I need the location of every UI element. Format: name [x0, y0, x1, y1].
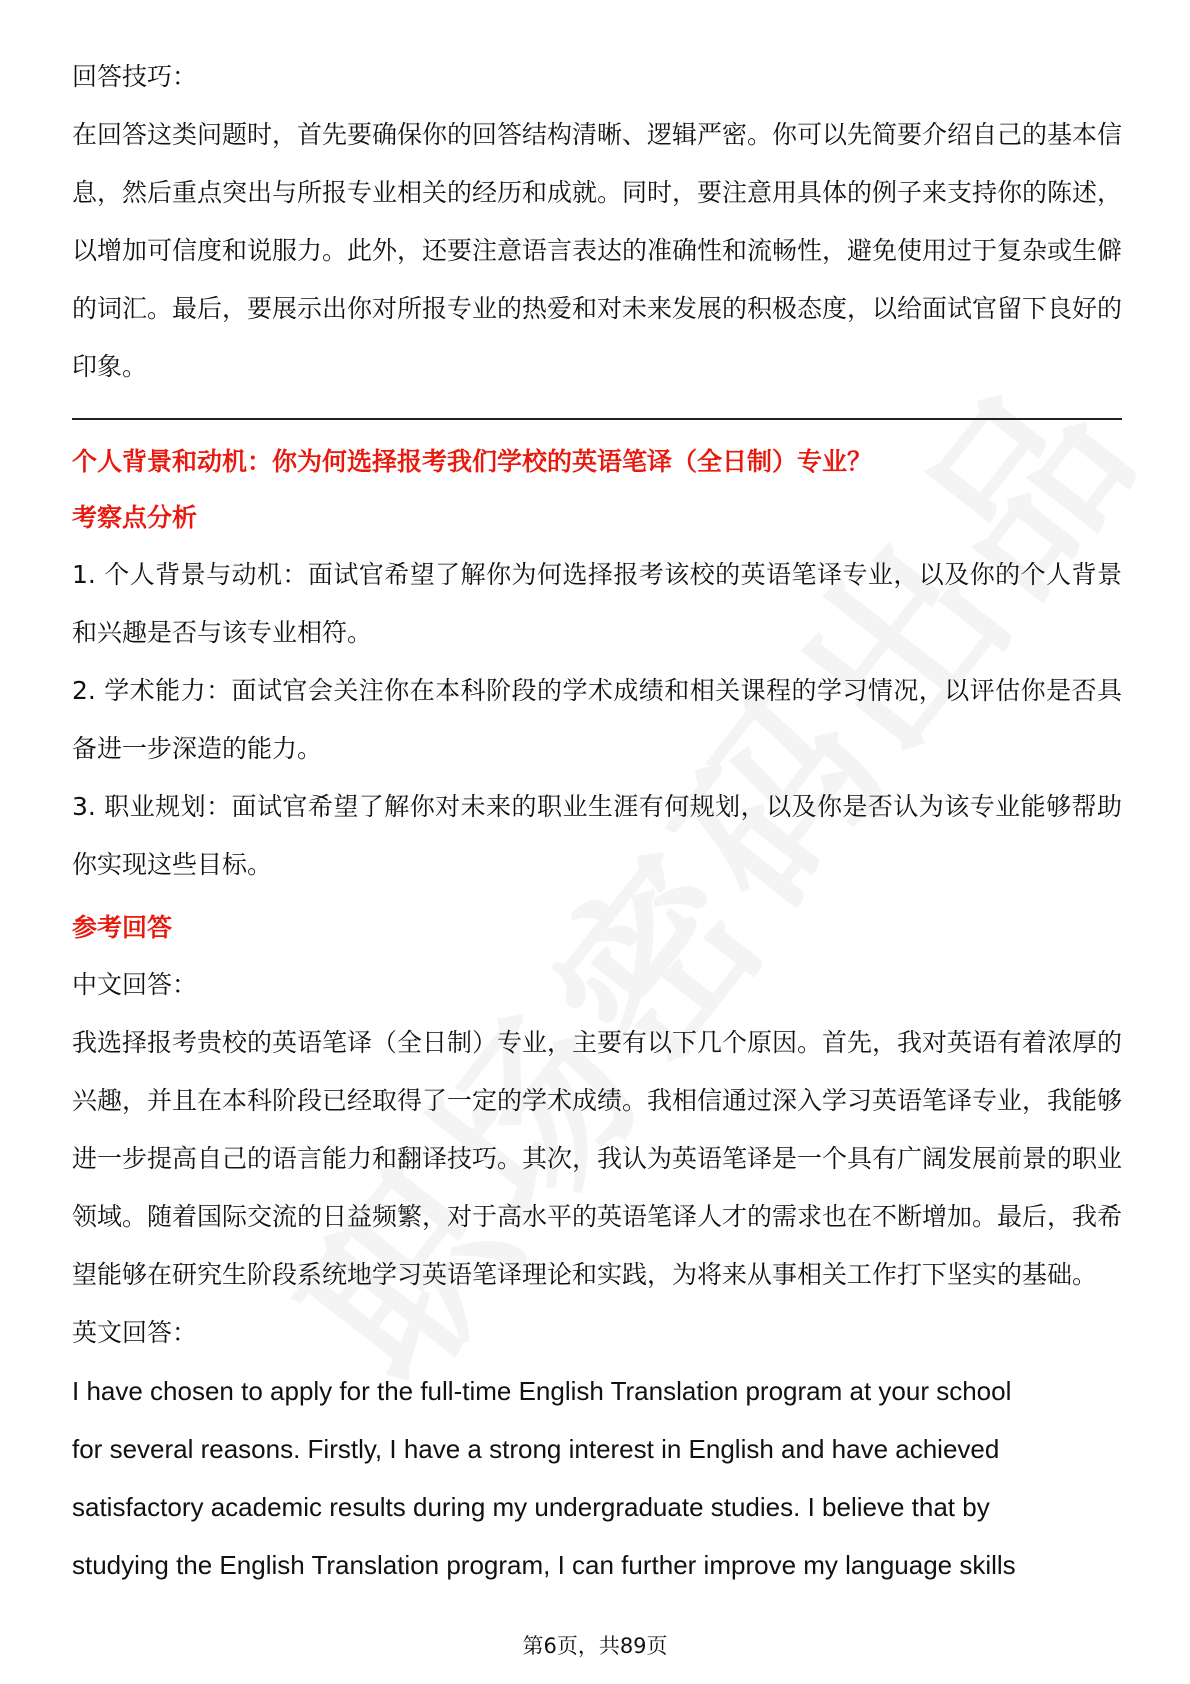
analysis-item: 3. 职业规划：面试官希望了解你对未来的职业生涯有何规划，以及你是否认为该专业能够帮助你实现这些目标。 [72, 792, 1122, 879]
english-answer-line: I have chosen to apply for the full-time English Translation program at your school [72, 1376, 1012, 1406]
chinese-answer-label: 中文回答： [72, 970, 198, 999]
analysis-heading: 考察点分析 [72, 503, 198, 532]
document-page [72, 48, 1122, 1594]
analysis-item: 1. 个人背景与动机：面试官希望了解你为何选择报考该校的英语笔译专业，以及你的个人背景和兴趣是否与该专业相符。 [72, 560, 1122, 647]
english-answer-line: studying the English Translation program, I can further improve my language skills [72, 1550, 1016, 1580]
reference-heading: 参考回答 [72, 913, 173, 942]
english-answer-line: for several reasons. Firstly, I have a strong interest in English and have achieved [72, 1434, 1000, 1464]
page-number-footer: 第6页，共89页 [522, 1634, 668, 1658]
chinese-answer-body: 我选择报考贵校的英语笔译（全日制）专业，主要有以下几个原因。首先，我对英语有着浓厚的兴趣，并且在本科阶段已经取得了一定的学术成绩。我相信通过深入学习英语笔译专业，我能够进一步提高自己的语言能力和翻译技巧。其次，我认为英语笔译是一个具有广阔发展前景的职业领域。随着国际交流的日益频繁，对于高水平的英语笔译人才的需求也在不断增加。最后，我希望能够在研究生阶段系统地学习英语笔译理论和实践，为将来从事相关工作打下坚实的基础。 [72, 1028, 1123, 1289]
section-divider [72, 418, 1122, 420]
tips-body: 在回答这类问题时，首先要确保你的回答结构清晰、逻辑严密。你可以先简要介绍自己的基本信息，然后重点突出与所报专业相关的经历和成就。同时，要注意用具体的例子来支持你的陈述，以增加可信度和说服力。此外，还要注意语言表达的准确性和流畅性，避免使用过于复杂或生僻的词汇。最后，要展示出你对所报专业的热爱和对未来发展的积极态度，以给面试官留下良好的印象。 [72, 120, 1123, 381]
english-answer-label: 英文回答： [72, 1318, 198, 1347]
english-answer-line: satisfactory academic results during my undergraduate studies. I believe that by [72, 1492, 990, 1522]
question-title: 个人背景和动机：你为何选择报考我们学校的英语笔译（全日制）专业？ [72, 447, 873, 476]
analysis-item: 2. 学术能力：面试官会关注你在本科阶段的学术成绩和相关课程的学习情况，以评估你是否具备进一步深造的能力。 [72, 676, 1122, 763]
tips-label: 回答技巧： [72, 62, 198, 91]
